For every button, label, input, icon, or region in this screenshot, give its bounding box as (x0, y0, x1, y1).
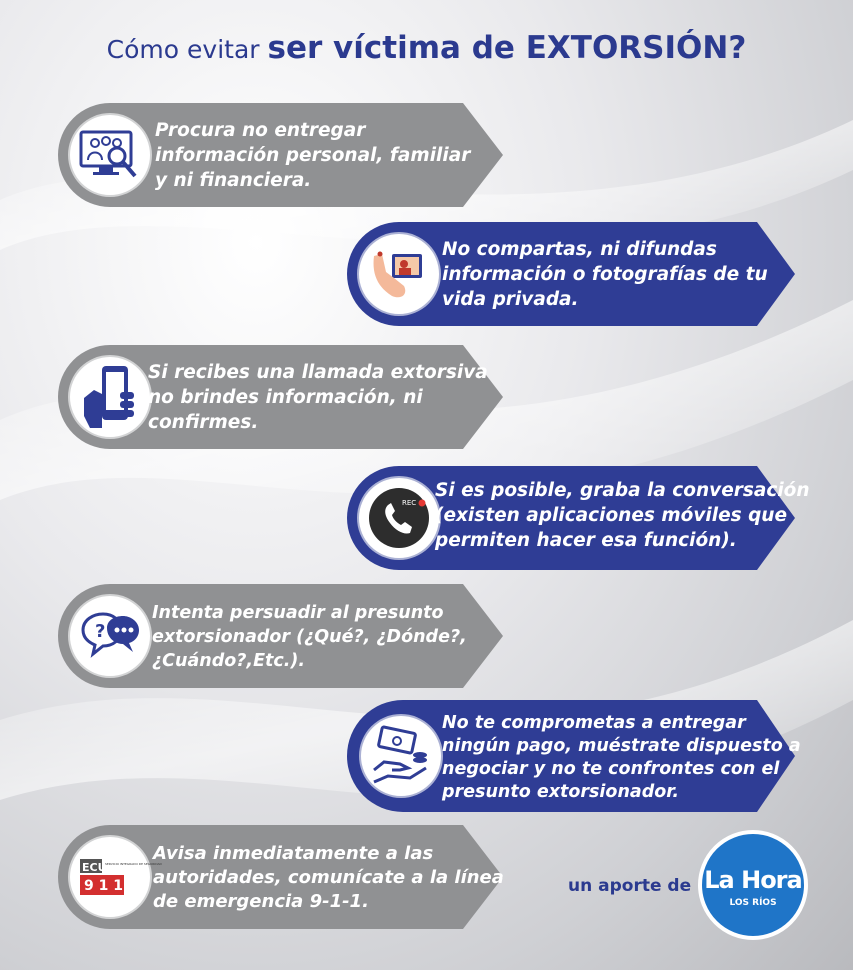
tip-line: No compartas, ni difundas (442, 239, 717, 260)
people-search-monitor-icon (70, 115, 150, 195)
tip-text-2 (442, 237, 768, 312)
tip-line: Avisa inmediatamente a las (153, 843, 434, 864)
tip-line: ¿Cuándo?,Etc.). (152, 651, 306, 671)
hand-money-icon (361, 716, 441, 796)
tip-line: extorsionador (¿Qué?, ¿Dónde?, (152, 627, 467, 647)
tip-line: autoridades, comunícate a la línea (153, 867, 504, 888)
ecu-label: ECU (82, 861, 107, 874)
tip-line: permiten hacer esa función). (435, 530, 737, 551)
tip-text-3 (148, 360, 488, 435)
tip-text-1 (155, 118, 470, 193)
tip-text-7 (153, 842, 504, 914)
title-part-light: Cómo evitar (106, 35, 268, 64)
tip-line: Si recibes una llamada extorsiva (148, 362, 488, 383)
tip-card-2 (347, 222, 795, 326)
tip-text-6 (442, 712, 801, 804)
tip-line: (existen aplicaciones móviles que (435, 505, 788, 526)
svg-text:?: ? (95, 621, 106, 642)
tip-card-4 (347, 466, 810, 570)
tip-line: No te comprometas a entregar (442, 713, 746, 733)
tip-card-3 (58, 345, 503, 449)
tip-card-7 (58, 825, 503, 929)
tip-line: Intenta persuadir al presunto (152, 603, 444, 623)
tip-line: Procura no entregar (155, 120, 366, 141)
tip-text-5 (152, 601, 467, 673)
page-title (0, 30, 853, 66)
tip-line: Si es posible, graba la conversación (435, 480, 810, 501)
title-part-bold: ser víctima de EXTORSIÓN? (267, 30, 747, 66)
logo-sub-text: LOS RÍOS (729, 898, 777, 908)
logo-main-text: La Hora (704, 866, 802, 894)
tip-line: ningún pago, muéstrate dispuesto a (442, 736, 801, 756)
la-hora-logo (698, 830, 808, 940)
rec-label: REC (402, 499, 417, 507)
hand-holding-phone-icon (70, 357, 150, 437)
tip-card-6 (347, 700, 801, 812)
tip-card-1 (58, 103, 503, 207)
tip-line: de emergencia 9-1-1. (153, 891, 369, 912)
tip-line: presunto extorsionador. (442, 782, 680, 802)
ecu-digits: 9 1 1 (84, 878, 123, 894)
tip-text-4 (435, 478, 810, 553)
tip-card-5 (58, 584, 503, 688)
hand-holding-photo-icon (359, 234, 439, 314)
tip-line: información personal, familiar (155, 145, 471, 166)
phone-recording-icon (359, 478, 439, 558)
tip-line: negociar y no te confrontes con el (442, 759, 780, 779)
tip-line: no brindes información, ni (148, 387, 423, 408)
footer-credit-label: un aporte de (568, 876, 692, 896)
ecu-caption: SERVICIO INTEGRADO DE SEGURIDAD (105, 862, 162, 866)
question-chat-bubbles-icon (70, 596, 150, 676)
ecu-911-logo-icon (70, 837, 162, 917)
tip-line: y ni financiera. (155, 170, 312, 191)
tip-line: información o fotografías de tu (442, 264, 768, 285)
tip-line: confirmes. (148, 412, 259, 433)
tip-line: vida privada. (442, 289, 579, 310)
